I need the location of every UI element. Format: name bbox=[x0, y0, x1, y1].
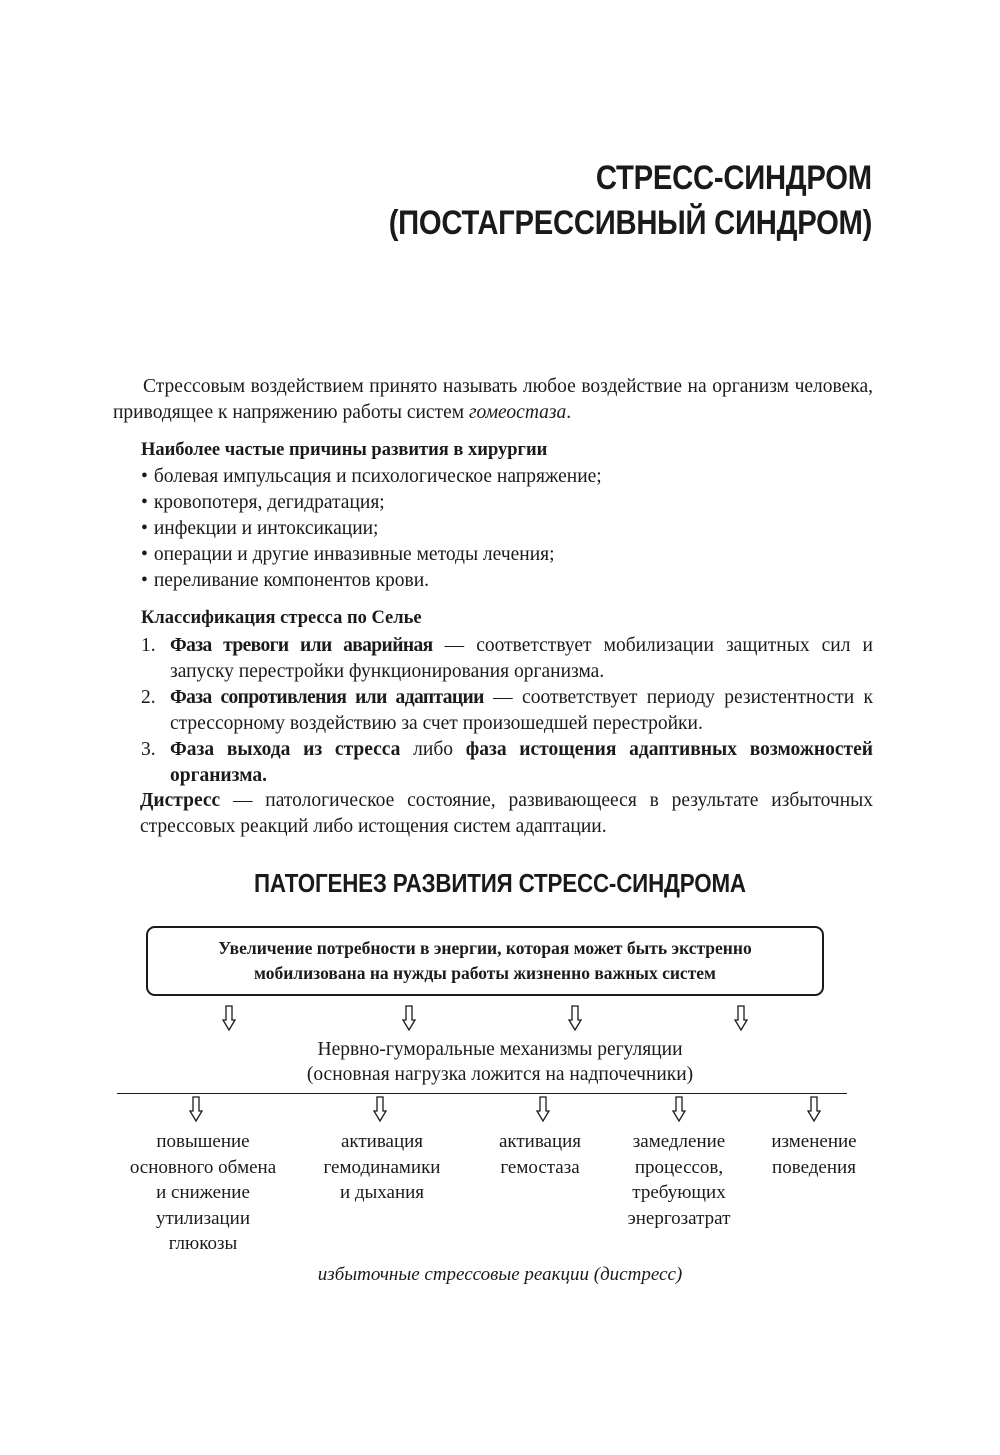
diagram-footer: избыточные стрессовые реакции (дистресс) bbox=[317, 1264, 683, 1285]
item-bold-term: Фаза выхода из стресса bbox=[170, 739, 401, 760]
list-item: • кровопотеря, дегидратация; bbox=[141, 490, 602, 516]
down-arrow-icon bbox=[222, 1005, 236, 1031]
down-arrow-icon bbox=[536, 1096, 550, 1122]
distress-definition bbox=[140, 788, 873, 840]
item-bold-term: Фаза тревоги или аварийная bbox=[170, 635, 433, 656]
top-box bbox=[146, 926, 824, 996]
item-text: — соответствует периоду резистентности к стрессорному воздействию за счет произошедшей перестройки. bbox=[170, 687, 873, 734]
effect-metabolism bbox=[110, 1129, 296, 1257]
effect-line: энергозатрат bbox=[627, 1207, 731, 1229]
effect-line: и дыхания bbox=[339, 1182, 425, 1203]
effect-line: замедление bbox=[632, 1131, 726, 1152]
effect-hemodynamics bbox=[302, 1129, 462, 1206]
classification-item-1 bbox=[141, 633, 873, 685]
list-item: • переливание компонентов крови. bbox=[141, 568, 602, 594]
effect-line: гемостаза bbox=[500, 1156, 580, 1178]
down-arrow-icon bbox=[189, 1096, 203, 1122]
item-bold-term-2: фаза истощения адаптивных возможностей организма. bbox=[170, 739, 873, 786]
effect-line: процессов, bbox=[634, 1156, 724, 1178]
effect-slowdown bbox=[604, 1129, 754, 1231]
item-text: — соответствует мобилизации защитных сил и запуску перестройки функционирования организма. bbox=[170, 635, 873, 682]
down-arrow-icon bbox=[568, 1005, 582, 1031]
item-number: 2. bbox=[141, 687, 156, 708]
causes-heading: Наиболее частые причины развития в хирургии bbox=[141, 440, 548, 460]
effect-hemostasis bbox=[472, 1129, 608, 1180]
distress-term: Дистресс bbox=[140, 790, 221, 811]
effect-line: требующих bbox=[632, 1182, 726, 1203]
classification-item-3 bbox=[141, 737, 873, 789]
regulation-line-2: (основная нагрузка ложится на надпочечники) bbox=[306, 1064, 694, 1085]
effect-line: гемодинамики bbox=[323, 1156, 441, 1178]
classification-heading: Классификация стресса по Селье bbox=[141, 608, 422, 628]
effect-behavior bbox=[752, 1129, 876, 1180]
item-text: либо bbox=[400, 739, 466, 760]
classification-list bbox=[141, 633, 873, 789]
causes-list bbox=[141, 464, 602, 594]
effect-line: основного обмена bbox=[129, 1156, 277, 1178]
item-number: 3. bbox=[141, 739, 156, 760]
intro-text-end: . bbox=[566, 402, 572, 423]
item-bold-term: Фаза сопротивления или адаптации bbox=[170, 687, 484, 708]
effect-line: глюкозы bbox=[168, 1233, 238, 1254]
divider-line bbox=[117, 1093, 847, 1094]
intro-paragraph bbox=[113, 374, 873, 426]
item-number: 1. bbox=[141, 635, 156, 656]
effect-line: утилизации bbox=[155, 1207, 251, 1229]
chapter-title-line-2: (ПОСТАГРЕССИВНЫЙ СИНДРОМ) bbox=[388, 204, 872, 242]
down-arrow-icon bbox=[807, 1096, 821, 1122]
section-title-text: ПАТОГЕНЕЗ РАЗВИТИЯ СТРЕСС-СИНДРОМА bbox=[254, 868, 746, 898]
effect-line: и снижение bbox=[156, 1182, 250, 1203]
effect-line: активация bbox=[340, 1131, 424, 1152]
intro-italic-term: гомеостаза bbox=[468, 402, 567, 423]
list-item: • инфекции и интоксикации; bbox=[141, 516, 602, 542]
effect-line: изменение bbox=[771, 1131, 857, 1152]
classification-item-2 bbox=[141, 685, 873, 737]
effect-line: поведения bbox=[772, 1156, 856, 1178]
top-box-line-2: мобилизована на нужды работы жизненно важных систем bbox=[254, 963, 716, 983]
section-title bbox=[0, 868, 1000, 899]
distress-text: — патологическое состояние, развивающееся в результате избыточных стрессовых реакций либо истощения систем адаптации. bbox=[140, 790, 873, 837]
down-arrow-icon bbox=[672, 1096, 686, 1122]
intro-text: Стрессовым воздействием принято называть любое воздействие на организм человека, приводящее к напряжению работы систем bbox=[113, 376, 873, 423]
chapter-title-line-1: СТРЕСС-СИНДРОМ bbox=[596, 159, 872, 197]
list-item: • болевая импульсация и психологическое напряжение; bbox=[141, 464, 602, 490]
effect-line: повышение bbox=[156, 1131, 250, 1152]
list-item: • операции и другие инвазивные методы лечения; bbox=[141, 542, 602, 568]
regulation-line-1: Нервно-гуморальные механизмы регуляции bbox=[317, 1039, 683, 1060]
effect-line: активация bbox=[498, 1131, 582, 1152]
down-arrow-icon bbox=[734, 1005, 748, 1031]
down-arrow-icon bbox=[373, 1096, 387, 1122]
down-arrow-icon bbox=[402, 1005, 416, 1031]
top-box-line-1: Увеличение потребности в энергии, которая может быть экстренно bbox=[218, 938, 752, 958]
